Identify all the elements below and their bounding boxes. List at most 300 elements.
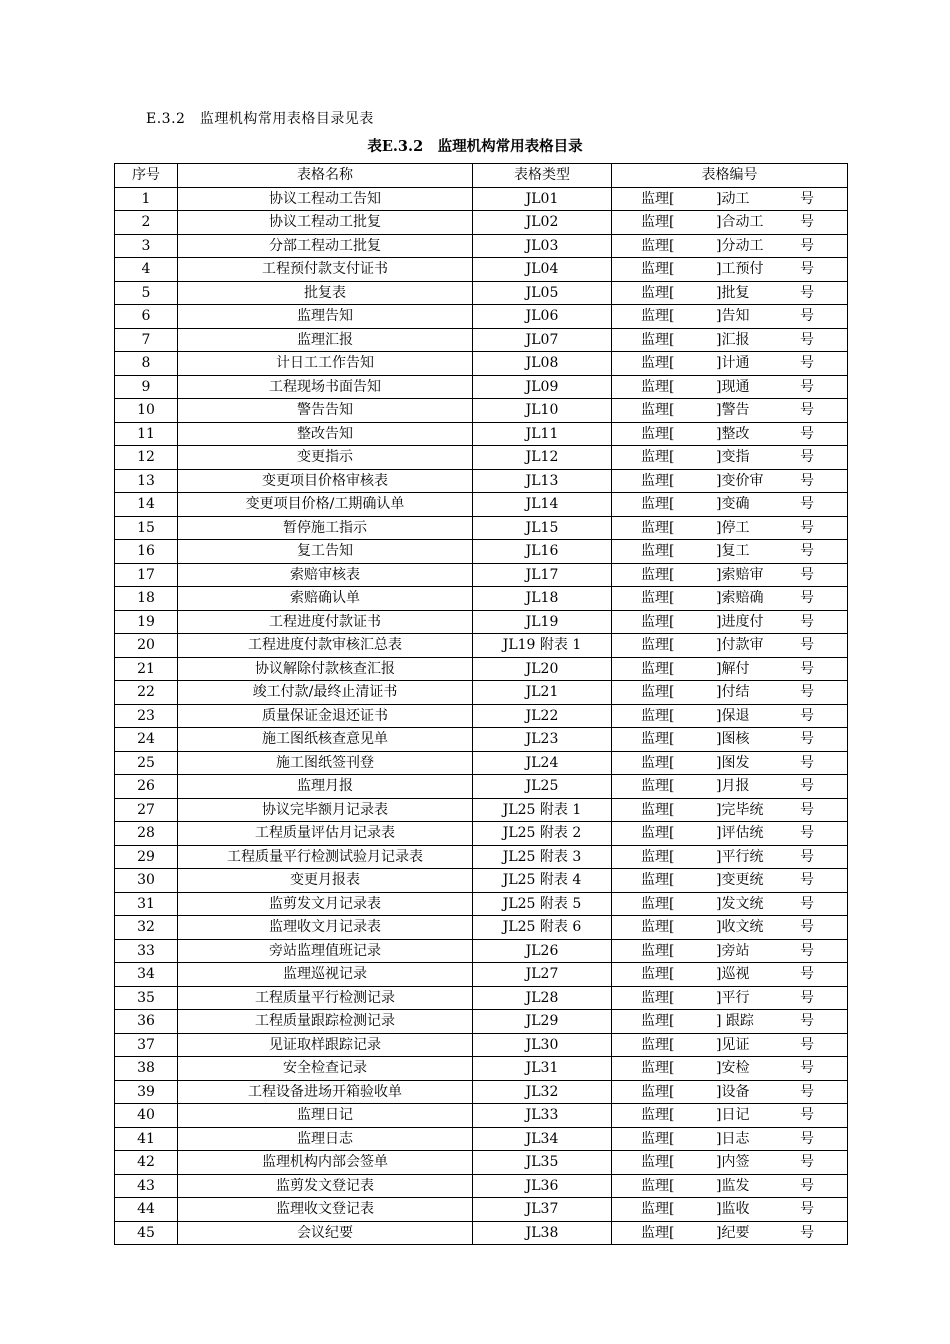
table-row (115, 1151, 848, 1175)
code-abbreviation: ]见证 (716, 1036, 750, 1053)
row-seq: 44 (115, 1198, 178, 1222)
code-abbreviation: ]停工 (716, 519, 750, 536)
code-prefix: 监理[ (641, 895, 675, 912)
row-form-code (612, 1221, 848, 1245)
table-row (115, 704, 848, 728)
row-form-name: 质量保证金退还证书 (178, 704, 473, 728)
table-row (115, 328, 848, 352)
code-prefix: 监理[ (641, 214, 675, 231)
row-form-name: 监理机构内部会签单 (178, 1151, 473, 1175)
code-abbreviation: ] 跟踪 (716, 1013, 754, 1030)
row-form-code (612, 775, 848, 799)
row-form-code (612, 1033, 848, 1057)
code-prefix: 监理[ (641, 1130, 675, 1147)
table-row (115, 234, 848, 258)
row-form-code (612, 234, 848, 258)
table-row (115, 587, 848, 611)
row-form-name: 安全检查记录 (178, 1057, 473, 1081)
row-form-code (612, 986, 848, 1010)
code-abbreviation: ]索赔审 (716, 566, 764, 583)
table-row (115, 610, 848, 634)
code-prefix: 监理[ (641, 1013, 675, 1030)
row-form-code (612, 681, 848, 705)
row-seq: 19 (115, 610, 178, 634)
code-abbreviation: ]付款审 (716, 637, 764, 654)
code-prefix: 监理[ (641, 519, 675, 536)
row-seq: 11 (115, 422, 178, 446)
code-prefix: 监理[ (641, 1107, 675, 1124)
row-form-type: JL36 (473, 1174, 612, 1198)
code-prefix: 监理[ (641, 543, 675, 560)
code-abbreviation: ]安检 (716, 1060, 750, 1077)
row-form-type: JL07 (473, 328, 612, 352)
code-abbreviation: ]现通 (716, 378, 750, 395)
row-form-code (612, 281, 848, 305)
code-abbreviation: ]巡视 (716, 966, 750, 983)
row-form-code (612, 446, 848, 470)
table-row (115, 822, 848, 846)
code-abbreviation: ]进度付 (716, 613, 764, 630)
code-prefix: 监理[ (641, 1036, 675, 1053)
row-form-code (612, 1127, 848, 1151)
table-header-row (115, 164, 848, 188)
row-seq: 39 (115, 1080, 178, 1104)
row-form-type: JL33 (473, 1104, 612, 1128)
row-form-type: JL25 附表 4 (473, 869, 612, 893)
row-form-type: JL16 (473, 540, 612, 564)
code-suffix: 号 (800, 778, 814, 795)
row-form-type: JL10 (473, 399, 612, 423)
code-prefix: 监理[ (641, 284, 675, 301)
row-form-code (612, 258, 848, 282)
code-abbreviation: ]日志 (716, 1130, 750, 1147)
code-abbreviation: ]合动工 (716, 214, 764, 231)
code-prefix: 监理[ (641, 707, 675, 724)
row-seq: 27 (115, 798, 178, 822)
row-form-code (612, 704, 848, 728)
code-prefix: 监理[ (641, 237, 675, 254)
code-prefix: 监理[ (641, 825, 675, 842)
row-form-name: 协议解除付款核查汇报 (178, 657, 473, 681)
code-suffix: 号 (800, 731, 814, 748)
table-row (115, 681, 848, 705)
row-seq: 45 (115, 1221, 178, 1245)
row-form-code (612, 798, 848, 822)
code-prefix: 监理[ (641, 378, 675, 395)
row-form-name: 竣工付款/最终止清证书 (178, 681, 473, 705)
row-seq: 29 (115, 845, 178, 869)
row-seq: 14 (115, 493, 178, 517)
row-form-name: 计日工工作告知 (178, 352, 473, 376)
code-suffix: 号 (800, 566, 814, 583)
row-form-name: 工程预付款支付证书 (178, 258, 473, 282)
table-row (115, 1127, 848, 1151)
table-row (115, 963, 848, 987)
row-form-code (612, 845, 848, 869)
row-form-type: JL25 附表 3 (473, 845, 612, 869)
code-prefix: 监理[ (641, 261, 675, 278)
code-abbreviation: ]纪要 (716, 1224, 750, 1241)
row-form-code (612, 352, 848, 376)
code-suffix: 号 (800, 590, 814, 607)
row-seq: 36 (115, 1010, 178, 1034)
row-form-name: 警告告知 (178, 399, 473, 423)
code-suffix: 号 (800, 613, 814, 630)
table-row (115, 469, 848, 493)
code-abbreviation: ]图发 (716, 754, 750, 771)
code-prefix: 监理[ (641, 566, 675, 583)
row-form-type: JL38 (473, 1221, 612, 1245)
row-form-name: 旁站监理值班记录 (178, 939, 473, 963)
code-abbreviation: ]告知 (716, 308, 750, 325)
code-suffix: 号 (800, 660, 814, 677)
table-row (115, 939, 848, 963)
row-seq: 3 (115, 234, 178, 258)
code-prefix: 监理[ (641, 848, 675, 865)
code-abbreviation: ]索赔确 (716, 590, 764, 607)
row-seq: 8 (115, 352, 178, 376)
row-form-type: JL25 附表 6 (473, 916, 612, 940)
code-suffix: 号 (800, 895, 814, 912)
code-abbreviation: ]设备 (716, 1083, 750, 1100)
row-form-type: JL22 (473, 704, 612, 728)
row-seq: 32 (115, 916, 178, 940)
row-form-type: JL17 (473, 563, 612, 587)
table-row (115, 1221, 848, 1245)
code-prefix: 监理[ (641, 613, 675, 630)
row-form-type: JL23 (473, 728, 612, 752)
row-seq: 15 (115, 516, 178, 540)
row-form-name: 工程质量评估月记录表 (178, 822, 473, 846)
row-form-name: 监理巡视记录 (178, 963, 473, 987)
code-suffix: 号 (800, 331, 814, 348)
row-seq: 40 (115, 1104, 178, 1128)
section-heading: E.3.2 监理机构常用表格目录见表 (146, 111, 374, 127)
code-prefix: 监理[ (641, 1083, 675, 1100)
row-form-type: JL19 (473, 610, 612, 634)
header-form-code: 表格编号 (612, 164, 848, 188)
code-abbreviation: ]平行统 (716, 848, 764, 865)
code-suffix: 号 (800, 1060, 814, 1077)
table-row (115, 540, 848, 564)
code-abbreviation: ]计通 (716, 355, 750, 372)
code-prefix: 监理[ (641, 989, 675, 1006)
row-seq: 41 (115, 1127, 178, 1151)
row-form-type: JL04 (473, 258, 612, 282)
code-suffix: 号 (800, 1083, 814, 1100)
table-row (115, 916, 848, 940)
row-form-code (612, 1174, 848, 1198)
code-abbreviation: ]旁站 (716, 942, 750, 959)
code-suffix: 号 (800, 472, 814, 489)
row-form-code (612, 963, 848, 987)
row-form-type: JL01 (473, 187, 612, 211)
code-suffix: 号 (800, 261, 814, 278)
row-form-name: 变更项目价格/工期确认单 (178, 493, 473, 517)
row-form-name: 监理日记 (178, 1104, 473, 1128)
table-row (115, 845, 848, 869)
row-form-name: 工程质量跟踪检测记录 (178, 1010, 473, 1034)
row-seq: 4 (115, 258, 178, 282)
row-form-name: 工程设备进场开箱验收单 (178, 1080, 473, 1104)
table-row (115, 751, 848, 775)
row-form-name: 复工告知 (178, 540, 473, 564)
row-seq: 35 (115, 986, 178, 1010)
row-seq: 20 (115, 634, 178, 658)
row-form-type: JL29 (473, 1010, 612, 1034)
code-prefix: 监理[ (641, 402, 675, 419)
row-form-code (612, 469, 848, 493)
row-seq: 10 (115, 399, 178, 423)
code-abbreviation: ]评估统 (716, 825, 764, 842)
row-form-name: 工程质量平行检测记录 (178, 986, 473, 1010)
code-suffix: 号 (800, 1224, 814, 1241)
code-abbreviation: ]变指 (716, 449, 750, 466)
code-prefix: 监理[ (641, 1154, 675, 1171)
row-form-code (612, 375, 848, 399)
row-form-name: 工程进度付款证书 (178, 610, 473, 634)
row-form-name: 监理汇报 (178, 328, 473, 352)
row-seq: 2 (115, 211, 178, 235)
row-seq: 17 (115, 563, 178, 587)
table-row (115, 1198, 848, 1222)
row-form-code (612, 493, 848, 517)
row-seq: 24 (115, 728, 178, 752)
row-form-name: 监理月报 (178, 775, 473, 799)
code-suffix: 号 (800, 1154, 814, 1171)
code-suffix: 号 (800, 942, 814, 959)
row-form-name: 协议工程动工告知 (178, 187, 473, 211)
row-form-name: 索赔确认单 (178, 587, 473, 611)
code-abbreviation: ]警告 (716, 402, 750, 419)
row-seq: 13 (115, 469, 178, 493)
row-form-code (612, 563, 848, 587)
row-form-code (612, 939, 848, 963)
code-prefix: 监理[ (641, 1177, 675, 1194)
row-form-type: JL24 (473, 751, 612, 775)
code-abbreviation: ]解付 (716, 660, 750, 677)
code-abbreviation: ]分动工 (716, 237, 764, 254)
code-suffix: 号 (800, 1036, 814, 1053)
header-form-name: 表格名称 (178, 164, 473, 188)
row-form-name: 监理收文月记录表 (178, 916, 473, 940)
table-row (115, 563, 848, 587)
row-form-name: 工程进度付款审核汇总表 (178, 634, 473, 658)
header-form-type: 表格类型 (473, 164, 612, 188)
row-form-type: JL25 (473, 775, 612, 799)
code-prefix: 监理[ (641, 1060, 675, 1077)
code-abbreviation: ]变确 (716, 496, 750, 513)
code-abbreviation: ]整改 (716, 425, 750, 442)
row-form-type: JL18 (473, 587, 612, 611)
row-form-type: JL06 (473, 305, 612, 329)
row-form-name: 变更指示 (178, 446, 473, 470)
code-prefix: 监理[ (641, 425, 675, 442)
row-form-name: 分部工程动工批复 (178, 234, 473, 258)
row-form-type: JL02 (473, 211, 612, 235)
table-row (115, 869, 848, 893)
code-abbreviation: ]保退 (716, 707, 750, 724)
code-suffix: 号 (800, 872, 814, 889)
code-prefix: 监理[ (641, 496, 675, 513)
row-form-code (612, 916, 848, 940)
code-suffix: 号 (800, 989, 814, 1006)
row-form-type: JL15 (473, 516, 612, 540)
code-abbreviation: ]内签 (716, 1154, 750, 1171)
code-suffix: 号 (800, 190, 814, 207)
table-row (115, 305, 848, 329)
row-form-code (612, 892, 848, 916)
table-row (115, 892, 848, 916)
table-row (115, 375, 848, 399)
code-abbreviation: ]汇报 (716, 331, 750, 348)
row-seq: 7 (115, 328, 178, 352)
table-row (115, 775, 848, 799)
row-form-code (612, 1080, 848, 1104)
row-form-code (612, 657, 848, 681)
code-abbreviation: ]日记 (716, 1107, 750, 1124)
code-prefix: 监理[ (641, 731, 675, 748)
code-prefix: 监理[ (641, 590, 675, 607)
code-prefix: 监理[ (641, 754, 675, 771)
row-form-code (612, 328, 848, 352)
row-form-type: JL30 (473, 1033, 612, 1057)
row-seq: 26 (115, 775, 178, 799)
code-abbreviation: ]完毕统 (716, 801, 764, 818)
code-abbreviation: ]图核 (716, 731, 750, 748)
code-abbreviation: ]监收 (716, 1201, 750, 1218)
row-form-name: 批复表 (178, 281, 473, 305)
row-form-type: JL34 (473, 1127, 612, 1151)
table-row (115, 634, 848, 658)
code-prefix: 监理[ (641, 942, 675, 959)
table-row (115, 281, 848, 305)
code-abbreviation: ]批复 (716, 284, 750, 301)
table-row (115, 728, 848, 752)
code-suffix: 号 (800, 355, 814, 372)
table-row (115, 1174, 848, 1198)
code-suffix: 号 (800, 684, 814, 701)
code-suffix: 号 (800, 519, 814, 536)
row-form-type: JL31 (473, 1057, 612, 1081)
row-form-code (612, 610, 848, 634)
row-seq: 34 (115, 963, 178, 987)
row-form-name: 监理告知 (178, 305, 473, 329)
row-form-code (612, 187, 848, 211)
code-prefix: 监理[ (641, 1201, 675, 1218)
row-form-name: 施工图纸核查意见单 (178, 728, 473, 752)
table-row (115, 446, 848, 470)
code-suffix: 号 (800, 637, 814, 654)
row-form-name: 监剪发文登记表 (178, 1174, 473, 1198)
table-title: 表E.3.2 监理机构常用表格目录 (367, 138, 583, 155)
row-form-type: JL25 附表 1 (473, 798, 612, 822)
row-form-code (612, 634, 848, 658)
code-prefix: 监理[ (641, 190, 675, 207)
code-suffix: 号 (800, 966, 814, 983)
code-prefix: 监理[ (641, 331, 675, 348)
code-prefix: 监理[ (641, 472, 675, 489)
table-row (115, 187, 848, 211)
row-form-name: 工程现场书面告知 (178, 375, 473, 399)
code-abbreviation: ]变价审 (716, 472, 764, 489)
code-abbreviation: ]工预付 (716, 261, 764, 278)
code-prefix: 监理[ (641, 919, 675, 936)
row-seq: 5 (115, 281, 178, 305)
row-seq: 18 (115, 587, 178, 611)
row-form-type: JL11 (473, 422, 612, 446)
table-row (115, 258, 848, 282)
row-form-type: JL12 (473, 446, 612, 470)
table-row (115, 1080, 848, 1104)
code-prefix: 监理[ (641, 801, 675, 818)
row-form-type: JL03 (473, 234, 612, 258)
code-prefix: 监理[ (641, 966, 675, 983)
row-form-code (612, 728, 848, 752)
code-abbreviation: ]收文统 (716, 919, 764, 936)
code-prefix: 监理[ (641, 872, 675, 889)
row-form-code (612, 822, 848, 846)
row-form-code (612, 1151, 848, 1175)
row-seq: 33 (115, 939, 178, 963)
table-row (115, 1104, 848, 1128)
row-form-name: 监剪发文月记录表 (178, 892, 473, 916)
code-suffix: 号 (800, 825, 814, 842)
code-abbreviation: ]动工 (716, 190, 750, 207)
row-form-code (612, 399, 848, 423)
row-seq: 28 (115, 822, 178, 846)
code-prefix: 监理[ (641, 355, 675, 372)
code-prefix: 监理[ (641, 449, 675, 466)
code-suffix: 号 (800, 402, 814, 419)
code-suffix: 号 (800, 1107, 814, 1124)
code-suffix: 号 (800, 1201, 814, 1218)
code-abbreviation: ]复工 (716, 543, 750, 560)
row-form-code (612, 540, 848, 564)
code-abbreviation: ]平行 (716, 989, 750, 1006)
row-form-type: JL13 (473, 469, 612, 493)
row-seq: 23 (115, 704, 178, 728)
table-row (115, 1057, 848, 1081)
row-seq: 31 (115, 892, 178, 916)
row-seq: 9 (115, 375, 178, 399)
code-suffix: 号 (800, 449, 814, 466)
row-form-code (612, 516, 848, 540)
row-form-name: 工程质量平行检测试验月记录表 (178, 845, 473, 869)
row-seq: 25 (115, 751, 178, 775)
table-row (115, 516, 848, 540)
code-abbreviation: ]月报 (716, 778, 750, 795)
row-form-name: 协议完毕额月记录表 (178, 798, 473, 822)
row-form-name: 监理日志 (178, 1127, 473, 1151)
row-seq: 43 (115, 1174, 178, 1198)
code-suffix: 号 (800, 1130, 814, 1147)
row-form-name: 会议纪要 (178, 1221, 473, 1245)
code-suffix: 号 (800, 1177, 814, 1194)
row-form-name: 见证取样跟踪记录 (178, 1033, 473, 1057)
code-prefix: 监理[ (641, 1224, 675, 1241)
row-seq: 37 (115, 1033, 178, 1057)
table-row (115, 352, 848, 376)
code-abbreviation: ]变更统 (716, 872, 764, 889)
row-seq: 30 (115, 869, 178, 893)
row-form-code (612, 1010, 848, 1034)
code-abbreviation: ]监发 (716, 1177, 750, 1194)
row-form-code (612, 211, 848, 235)
table-row (115, 422, 848, 446)
table-row (115, 986, 848, 1010)
table-row (115, 493, 848, 517)
